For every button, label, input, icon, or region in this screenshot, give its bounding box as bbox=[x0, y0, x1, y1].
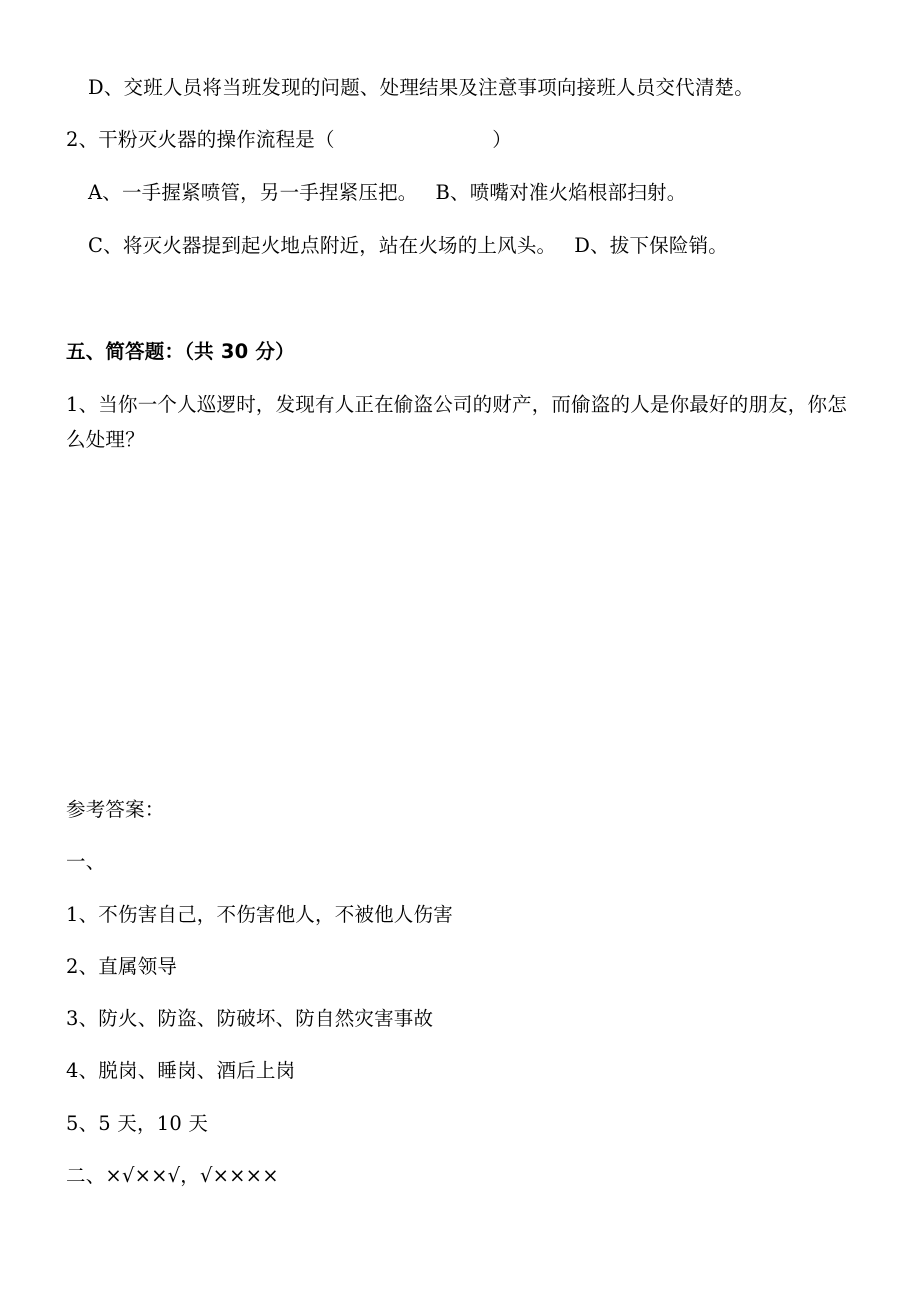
answer-3: 3、防火、防盗、防破坏、防自然灾害事故 bbox=[66, 1007, 434, 1030]
answers-part2: 二、×√××√，√×××× bbox=[66, 1164, 279, 1187]
answers-title: 参考答案： bbox=[66, 798, 165, 821]
answers-part1-label: 一、 bbox=[66, 850, 106, 873]
section5-q1: 1、当你一个人巡逻时，发现有人正在偷盗公司的财产，而偷盗的人是你最好的朋友，你怎么处理？ bbox=[66, 393, 847, 451]
q2-option-d: D、拔下保险销。 bbox=[574, 234, 728, 257]
q2-option-a: A、一手握紧喷管，另一手捏紧压把。 bbox=[88, 181, 418, 204]
q2-options-cd bbox=[88, 234, 728, 258]
section5-heading: 五、简答题：（共 30 分） bbox=[66, 340, 295, 363]
q2-options-ab bbox=[88, 181, 686, 205]
answer-2: 2、直属领导 bbox=[66, 955, 178, 978]
q2-option-c: C、将灭火器提到起火地点附近，站在火场的上风头。 bbox=[88, 234, 557, 257]
q2-option-b: B、喷嘴对准火焰根部扫射。 bbox=[435, 181, 687, 204]
q2-stem: 2、干粉灭火器的操作流程是（ ） bbox=[66, 128, 513, 151]
q1-option-d: D、交班人员将当班发现的问题、处理结果及注意事项向接班人员交代清楚。 bbox=[88, 76, 754, 99]
answer-1: 1、不伤害自己，不伤害他人，不被他人伤害 bbox=[66, 903, 453, 926]
answer-5: 5、5 天，10 天 bbox=[66, 1112, 209, 1135]
answer-4: 4、脱岗、睡岗、酒后上岗 bbox=[66, 1059, 296, 1082]
